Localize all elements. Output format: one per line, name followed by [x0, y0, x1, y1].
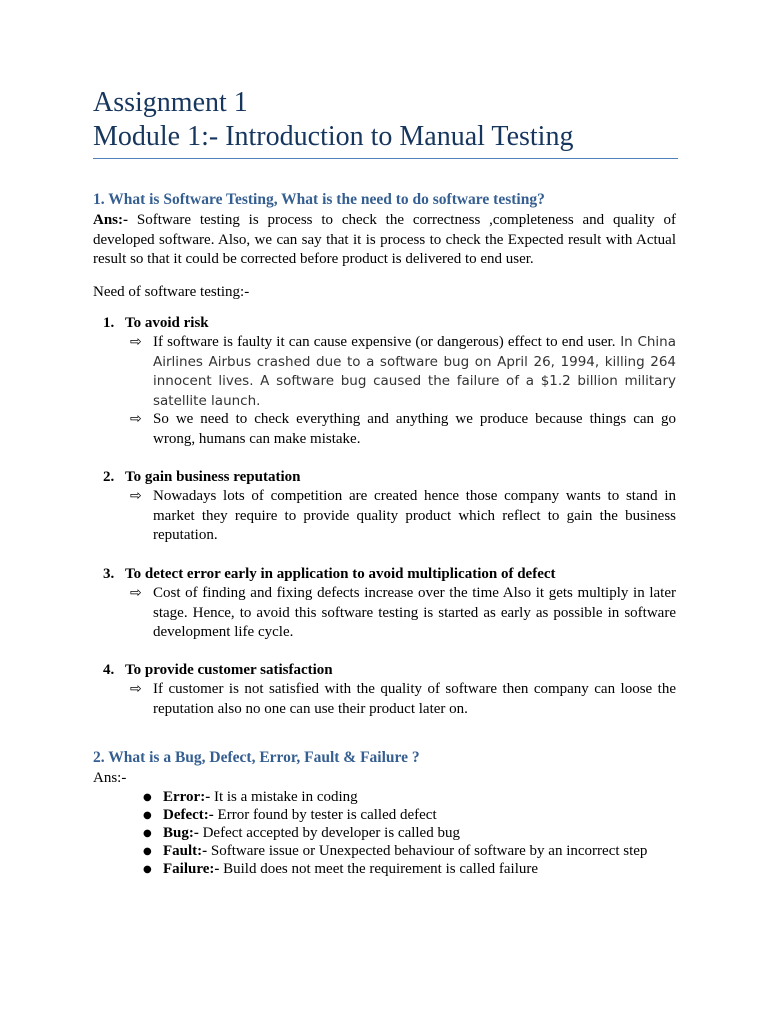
need-item-1-point-2	[130, 410, 676, 449]
question-2-answer-label: Ans:-	[93, 770, 127, 786]
definition-text: It is a mistake in coding	[210, 789, 358, 805]
item-number: 2.	[103, 469, 115, 485]
need-item-2-point-1	[130, 487, 676, 546]
item-number: 3.	[103, 566, 115, 582]
definition-failure	[143, 860, 538, 880]
module-title: Module 1:- Introduction to Manual Testing	[93, 121, 574, 152]
definition-text: Error found by tester is called defect	[213, 807, 437, 823]
definition-bug	[143, 824, 460, 844]
answer-text: Software testing is process to check the correctness ,completeness and quality of developed software. Also, we can say that it is process to check the Expected result with Actual result so that it could be corrected before product is delivered to end user.	[93, 212, 676, 267]
point-example-text: In China Airlines Airbus crashed due to a software bug on April 26, 1994, killing 264 innocent lives.	[153, 334, 677, 389]
need-item-1-point-1	[130, 333, 676, 411]
bullet-icon: ●	[143, 792, 152, 803]
assignment-title: Assignment 1	[93, 87, 248, 118]
definition-term: Fault:-	[163, 843, 208, 859]
item-number: 1.	[103, 315, 115, 331]
item-title: To provide customer satisfaction	[125, 662, 333, 678]
item-title: To detect error early in application to avoid multiplication of defect	[125, 566, 556, 582]
arrow-icon: ⇨	[130, 585, 142, 601]
item-title: To gain business reputation	[125, 469, 301, 485]
definition-fault	[143, 842, 647, 862]
need-item-3-point-1	[130, 584, 676, 643]
answer-label: Ans:-	[93, 212, 129, 228]
arrow-icon: ⇨	[130, 411, 142, 427]
definition-defect	[143, 806, 437, 826]
need-item-2-title	[103, 468, 300, 488]
definition-term: Bug:-	[163, 825, 199, 841]
arrow-icon: ⇨	[130, 681, 142, 697]
need-item-1-title	[103, 314, 209, 334]
definition-text: Software issue or Unexpected behaviour of software by an incorrect step	[207, 843, 648, 859]
definition-term: Defect:-	[163, 807, 214, 823]
question-2-heading: 2. What is a Bug, Defect, Error, Fault & Failure ?	[93, 749, 420, 766]
definition-text: Defect accepted by developer is called bug	[198, 825, 460, 841]
bullet-icon: ●	[143, 810, 152, 821]
definition-term: Failure:-	[163, 861, 220, 877]
point-example-text-2: A software bug caused the failure of a $1.2 billion military satellite launch.	[153, 373, 676, 409]
bullet-icon: ●	[143, 828, 152, 839]
bullet-icon: ●	[143, 864, 152, 875]
bullet-icon: ●	[143, 846, 152, 857]
definition-term: Error:-	[163, 789, 211, 805]
question-1-answer	[93, 211, 676, 270]
item-title: To avoid risk	[125, 315, 209, 331]
arrow-icon: ⇨	[130, 488, 142, 504]
title-divider	[93, 158, 678, 159]
point-text: If software is faulty it can cause expensive (or dangerous) effect to end user.	[153, 334, 616, 350]
item-number: 4.	[103, 662, 115, 678]
point-text: If customer is not satisfied with the quality of software then company can loose the reputation also no one can use their product later on.	[153, 681, 676, 717]
document-title	[93, 86, 678, 154]
point-text: Nowadays lots of competition are created hence those company wants to stand in market they require to provide quality product which reflect to gain the business reputation.	[153, 488, 676, 543]
point-text: Cost of finding and fixing defects increase over the time Also it gets multiply in later stage. Hence, to avoid this software testing is started as early as possible in software development life cycle.	[153, 585, 676, 640]
arrow-icon: ⇨	[130, 334, 142, 350]
need-item-3-title	[103, 565, 556, 585]
definition-text: Build does not meet the requirement is called failure	[219, 861, 539, 877]
need-item-4-point-1	[130, 680, 676, 719]
point-text: So we need to check everything and anything we produce because things can go wrong, humans can make mistake.	[153, 411, 676, 447]
question-1-heading: 1. What is Software Testing, What is the need to do software testing?	[93, 191, 545, 208]
need-label: Need of software testing:-	[93, 284, 250, 300]
definition-error	[143, 788, 358, 808]
need-item-4-title	[103, 661, 333, 681]
